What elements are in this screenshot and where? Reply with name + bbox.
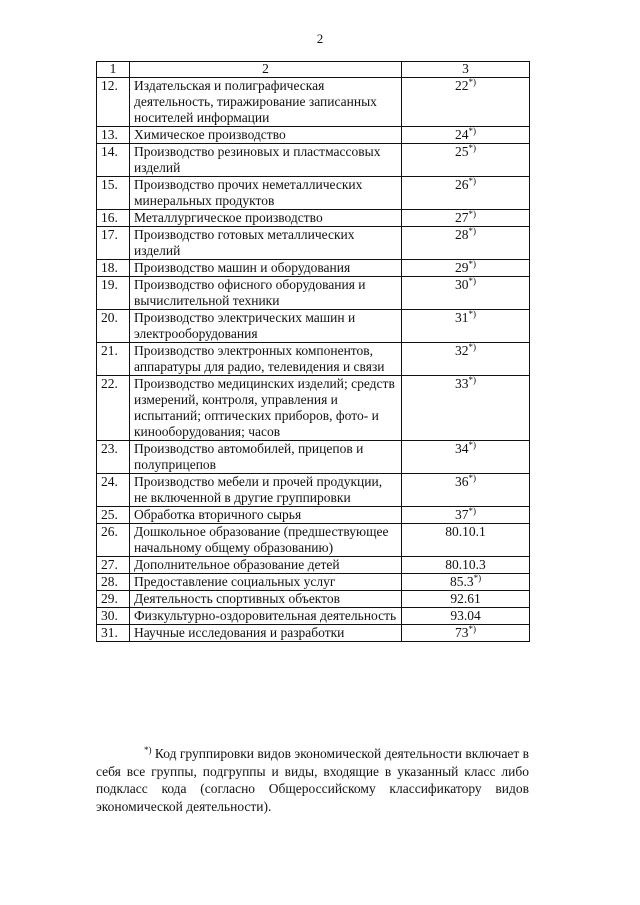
- activity-code-text: 34: [455, 441, 469, 456]
- table-row: [97, 277, 530, 310]
- activity-code: [402, 557, 530, 574]
- activity-code-text: 32: [455, 343, 469, 358]
- activity-name: [130, 78, 402, 127]
- row-number: [97, 78, 130, 127]
- activity-name: [130, 227, 402, 260]
- activity-code: [402, 78, 530, 127]
- table-row: [97, 376, 530, 441]
- table-row: [97, 210, 530, 227]
- row-number-text: 16.: [101, 210, 118, 225]
- activity-name-text: Металлургическое производство: [134, 210, 323, 225]
- code-footnote-mark: *): [468, 209, 476, 219]
- code-footnote-mark: *): [468, 473, 476, 483]
- activity-code-text: 26: [455, 177, 469, 192]
- code-footnote-mark: *): [468, 309, 476, 319]
- activity-code-text: 36: [455, 474, 469, 489]
- activity-name: [130, 343, 402, 376]
- table-row: [97, 507, 530, 524]
- activity-name-text: Предоставление социальных услуг: [134, 574, 336, 589]
- row-number: [97, 260, 130, 277]
- activity-code: [402, 441, 530, 474]
- row-number: [97, 524, 130, 557]
- footnote-text: Код группировки видов экономической деятельности включает в себя все группы, подгруппы и виды, входящие в указанный класс либо подкласс кода (согласно Общероссийскому классификатору видов экономической деятельности).: [96, 746, 529, 814]
- activity-name: [130, 608, 402, 625]
- activity-code-text: 22: [455, 78, 469, 93]
- activity-name: [130, 144, 402, 177]
- activity-name: [130, 376, 402, 441]
- table-row: [97, 591, 530, 608]
- activity-code: [402, 625, 530, 642]
- activity-name: [130, 524, 402, 557]
- code-footnote-mark: *): [468, 624, 476, 634]
- column-header-activity: 2: [130, 62, 402, 78]
- activity-name-text: Производство резиновых и пластмассовых изделий: [134, 144, 381, 175]
- table-row: [97, 625, 530, 642]
- code-footnote-mark: *): [468, 126, 476, 136]
- row-number-text: 25.: [101, 507, 118, 522]
- row-number: [97, 557, 130, 574]
- table-row: [97, 227, 530, 260]
- row-number: [97, 310, 130, 343]
- row-number: [97, 210, 130, 227]
- row-number: [97, 441, 130, 474]
- activity-code: [402, 277, 530, 310]
- activity-code: [402, 574, 530, 591]
- activity-name-text: Обработка вторичного сырья: [134, 507, 302, 522]
- activity-name-text: Производство готовых металлических изделий: [134, 227, 355, 258]
- activity-name: [130, 507, 402, 524]
- row-number: [97, 376, 130, 441]
- activity-name-text: Научные исследования и разработки: [134, 625, 345, 640]
- activity-code-text: 28: [455, 227, 469, 242]
- row-number: [97, 591, 130, 608]
- activity-code-text: 93.04: [450, 608, 481, 623]
- activity-name-text: Физкультурно-оздоровительная деятельность: [134, 608, 397, 623]
- row-number-text: 12.: [101, 78, 118, 93]
- row-number-text: 20.: [101, 310, 118, 325]
- code-footnote-mark: *): [468, 276, 476, 286]
- activity-code-text: 80.10.1: [445, 524, 486, 539]
- activity-code-text: 85.3: [449, 574, 474, 589]
- code-footnote-mark: *): [468, 506, 476, 516]
- activity-name: [130, 591, 402, 608]
- activity-name-text: Химическое производство: [134, 127, 286, 142]
- activity-name: [130, 277, 402, 310]
- code-footnote-mark: *): [468, 259, 476, 269]
- activity-code: [402, 144, 530, 177]
- table-row: [97, 177, 530, 210]
- table-row: [97, 524, 530, 557]
- activity-name: [130, 310, 402, 343]
- row-number-text: 27.: [101, 557, 118, 572]
- activity-code: [402, 524, 530, 557]
- column-header-code: 3: [402, 62, 530, 78]
- activity-code: [402, 210, 530, 227]
- code-footnote-mark: *): [468, 440, 476, 450]
- code-footnote-mark: *): [468, 143, 476, 153]
- activity-name: [130, 127, 402, 144]
- row-number-text: 23.: [101, 441, 118, 456]
- row-number-text: 28.: [101, 574, 118, 589]
- row-number-text: 31.: [101, 625, 118, 640]
- row-number: [97, 144, 130, 177]
- row-number: [97, 227, 130, 260]
- table-row: [97, 78, 530, 127]
- activity-code: [402, 127, 530, 144]
- activity-code-text: 37: [455, 507, 469, 522]
- activity-code: [402, 260, 530, 277]
- activity-code-text: 24: [455, 127, 469, 142]
- activity-code: [402, 591, 530, 608]
- row-number-text: 17.: [101, 227, 118, 242]
- footnote: [96, 745, 529, 815]
- row-number-text: 14.: [101, 144, 118, 159]
- activity-name-text: Деятельность спортивных объектов: [134, 591, 341, 606]
- code-footnote-mark: *): [468, 77, 476, 87]
- row-number-text: 13.: [101, 127, 118, 142]
- activity-name-text: Производство автомобилей, прицепов и полуприцепов: [134, 441, 364, 472]
- activity-code-text: 31: [455, 310, 469, 325]
- row-number: [97, 608, 130, 625]
- activity-code: [402, 507, 530, 524]
- activity-name: [130, 574, 402, 591]
- activity-name-text: Дошкольное образование (предшествующее начальному общему образованию): [134, 524, 389, 555]
- activity-name-text: Производство офисного оборудования и вычислительной техники: [134, 277, 366, 308]
- footnote-mark: *): [144, 745, 152, 755]
- table-header-row: [97, 62, 530, 78]
- activity-code: [402, 474, 530, 507]
- activity-name-text: Производство мебели и прочей продукции, не включенной в другие группировки: [134, 474, 383, 505]
- activity-code-text: 25: [455, 144, 469, 159]
- activity-code: [402, 227, 530, 260]
- activity-name: [130, 441, 402, 474]
- activity-name: [130, 557, 402, 574]
- activity-code-text: 29: [455, 260, 469, 275]
- code-footnote-mark: *): [468, 226, 476, 236]
- row-number-text: 21.: [101, 343, 118, 358]
- activity-code: [402, 608, 530, 625]
- row-number: [97, 277, 130, 310]
- activity-code: [402, 310, 530, 343]
- activity-code: [402, 177, 530, 210]
- column-header-number: 1: [97, 62, 130, 78]
- row-number: [97, 507, 130, 524]
- activity-name-text: Издательская и полиграфическая деятельность, тиражирование записанных носителей информации: [134, 78, 377, 125]
- activity-name-text: Производство прочих неметаллических минеральных продуктов: [134, 177, 363, 208]
- activity-code-text: 73: [455, 625, 469, 640]
- activity-name: [130, 260, 402, 277]
- row-number: [97, 343, 130, 376]
- row-number-text: 24.: [101, 474, 118, 489]
- row-number-text: 22.: [101, 376, 118, 391]
- activity-code: [402, 343, 530, 376]
- activity-name: [130, 474, 402, 507]
- activity-name: [130, 210, 402, 227]
- activity-name-text: Производство медицинских изделий; средств измерений, контроля, управления и испытаний; оптических приборов, фото- и кинооборудования; часов: [134, 376, 395, 439]
- code-footnote-mark: *): [473, 573, 482, 583]
- row-number: [97, 127, 130, 144]
- table-row: [97, 127, 530, 144]
- row-number-text: 15.: [101, 177, 118, 192]
- row-number: [97, 625, 130, 642]
- row-number-text: 26.: [101, 524, 118, 539]
- activity-code-text: 33: [455, 376, 469, 391]
- row-number-text: 18.: [101, 260, 118, 275]
- table-row: [97, 608, 530, 625]
- row-number-text: 30.: [101, 608, 118, 623]
- table-row: [97, 260, 530, 277]
- table-row: [97, 343, 530, 376]
- activity-name-text: Дополнительное образование детей: [134, 557, 340, 572]
- code-footnote-mark: *): [468, 342, 476, 352]
- table-row: [97, 557, 530, 574]
- activity-name-text: Производство электрических машин и электрооборудования: [134, 310, 356, 341]
- table-row: [97, 574, 530, 591]
- table-row: [97, 474, 530, 507]
- row-number: [97, 177, 130, 210]
- table-row: [97, 144, 530, 177]
- activity-name: [130, 625, 402, 642]
- activity-code-text: 30: [455, 277, 469, 292]
- activity-code-text: 80.10.3: [445, 557, 486, 572]
- row-number: [97, 574, 130, 591]
- row-number-text: 29.: [101, 591, 118, 606]
- activity-code-text: 92.61: [450, 591, 481, 606]
- activity-name-text: Производство машин и оборудования: [134, 260, 351, 275]
- activity-codes-table: [96, 61, 530, 642]
- code-footnote-mark: *): [468, 176, 476, 186]
- table-row: [97, 310, 530, 343]
- activity-name-text: Производство электронных компонентов, аппаратуры для радио, телевидения и связи: [134, 343, 385, 374]
- table-row: [97, 441, 530, 474]
- page-number: 2: [316, 31, 324, 46]
- row-number-text: 19.: [101, 277, 118, 292]
- row-number: [97, 474, 130, 507]
- activity-name: [130, 177, 402, 210]
- code-footnote-mark: *): [468, 375, 476, 385]
- activity-code-text: 27: [455, 210, 469, 225]
- activity-code: [402, 376, 530, 441]
